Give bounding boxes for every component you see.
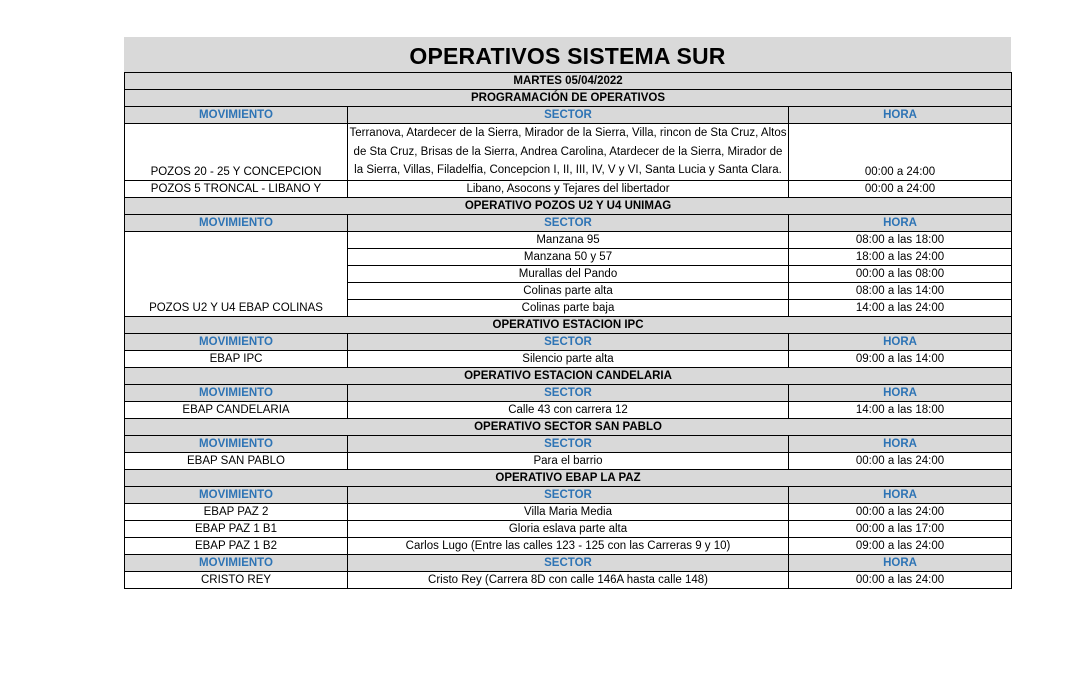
table-row — [125, 571, 1012, 588]
hora-cell: 00:00 a las 24:00 — [789, 452, 1012, 469]
sector-cell: Silencio parte alta — [348, 350, 789, 367]
header-sector: SECTOR — [348, 435, 789, 452]
header-hora: HORA — [789, 486, 1012, 503]
movimiento-cell: CRISTO REY — [125, 571, 348, 588]
movimiento-cell: EBAP PAZ 1 B1 — [125, 520, 348, 537]
header-hora: HORA — [789, 107, 1012, 124]
header-hora: HORA — [789, 435, 1012, 452]
header-sector: SECTOR — [348, 333, 789, 350]
movimiento-cell: EBAP IPC — [125, 350, 348, 367]
hora-cell: 14:00 a las 24:00 — [789, 299, 1012, 316]
movimiento-cell: EBAP CANDELARIA — [125, 401, 348, 418]
hora-cell: 00:00 a las 17:00 — [789, 520, 1012, 537]
sector-cell: Villa Maria Media — [348, 503, 789, 520]
header-hora: HORA — [789, 214, 1012, 231]
table-row — [125, 180, 1012, 197]
header-hora: HORA — [789, 333, 1012, 350]
sector-cell: Colinas parte baja — [348, 299, 789, 316]
hora-cell: 00:00 a las 24:00 — [789, 503, 1012, 520]
section-title: OPERATIVO ESTACION IPC — [125, 316, 1012, 333]
hora-cell: 00:00 a las 08:00 — [789, 265, 1012, 282]
table-row — [125, 124, 1012, 181]
table-row — [125, 350, 1012, 367]
movimiento-cell: EBAP PAZ 2 — [125, 503, 348, 520]
table-row — [125, 401, 1012, 418]
hora-cell: 08:00 a las 18:00 — [789, 231, 1012, 248]
section-title: OPERATIVO POZOS U2 Y U4 UNIMAG — [125, 197, 1012, 214]
movimiento-cell: EBAP PAZ 1 B2 — [125, 537, 348, 554]
sector-cell: Manzana 50 y 57 — [348, 248, 789, 265]
spreadsheet — [124, 37, 1011, 589]
hora-cell: 09:00 a las 14:00 — [789, 350, 1012, 367]
sector-cell: Carlos Lugo (Entre las calles 123 - 125 con las Carreras 9 y 10) — [348, 537, 789, 554]
hora-cell: 14:00 a las 18:00 — [789, 401, 1012, 418]
header-movimiento: MOVIMIENTO — [125, 214, 348, 231]
header-movimiento: MOVIMIENTO — [125, 435, 348, 452]
hora-cell: 18:00 a las 24:00 — [789, 248, 1012, 265]
section-title: OPERATIVO EBAP LA PAZ — [125, 469, 1012, 486]
hora-cell: 00:00 a 24:00 — [789, 124, 1012, 181]
table-row — [125, 452, 1012, 469]
table-row — [125, 520, 1012, 537]
sector-cell: Calle 43 con carrera 12 — [348, 401, 789, 418]
sector-cell: Cristo Rey (Carrera 8D con calle 146A hasta calle 148) — [348, 571, 789, 588]
movimiento-cell: POZOS U2 Y U4 EBAP COLINAS — [125, 231, 348, 316]
sector-cell: Para el barrio — [348, 452, 789, 469]
operations-table — [124, 72, 1012, 589]
section-title: PROGRAMACIÓN DE OPERATIVOS — [125, 90, 1012, 107]
sector-cell: Libano, Asocons y Tejares del libertador — [348, 180, 789, 197]
section-title: OPERATIVO ESTACION CANDELARIA — [125, 367, 1012, 384]
header-sector: SECTOR — [348, 214, 789, 231]
hora-cell: 08:00 a las 14:00 — [789, 282, 1012, 299]
table-row — [125, 503, 1012, 520]
sector-cell: Terranova, Atardecer de la Sierra, Mirador de la Sierra, Villa, rincon de Sta Cruz, Altos de Sta Cruz, Brisas de la Sierra, Andrea Carolina, Atardecer de la Sierra, Mirador de la Sierra, Villas, Filadelfia, Concepcion I, II, III, IV, V y VI, Santa Lucia y Santa Clara. — [348, 124, 789, 181]
movimiento-cell: POZOS 20 - 25 Y CONCEPCION — [125, 124, 348, 181]
header-sector: SECTOR — [348, 384, 789, 401]
header-movimiento: MOVIMIENTO — [125, 333, 348, 350]
section-title: OPERATIVO SECTOR SAN PABLO — [125, 418, 1012, 435]
sector-cell: Gloria eslava parte alta — [348, 520, 789, 537]
date-row: MARTES 05/04/2022 — [125, 73, 1012, 90]
header-hora: HORA — [789, 554, 1012, 571]
table-row — [125, 537, 1012, 554]
sector-cell: Murallas del Pando — [348, 265, 789, 282]
header-movimiento: MOVIMIENTO — [125, 107, 348, 124]
sheet-title: OPERATIVOS SISTEMA SUR — [124, 37, 1011, 72]
hora-cell: 09:00 a las 24:00 — [789, 537, 1012, 554]
table-row — [125, 231, 1012, 248]
header-sector: SECTOR — [348, 486, 789, 503]
header-movimiento: MOVIMIENTO — [125, 554, 348, 571]
hora-cell: 00:00 a las 24:00 — [789, 571, 1012, 588]
movimiento-cell: EBAP SAN PABLO — [125, 452, 348, 469]
header-sector: SECTOR — [348, 554, 789, 571]
header-sector: SECTOR — [348, 107, 789, 124]
header-movimiento: MOVIMIENTO — [125, 486, 348, 503]
movimiento-cell: POZOS 5 TRONCAL - LIBANO Y — [125, 180, 348, 197]
header-hora: HORA — [789, 384, 1012, 401]
hora-cell: 00:00 a 24:00 — [789, 180, 1012, 197]
sector-cell: Manzana 95 — [348, 231, 789, 248]
sector-cell: Colinas parte alta — [348, 282, 789, 299]
header-movimiento: MOVIMIENTO — [125, 384, 348, 401]
